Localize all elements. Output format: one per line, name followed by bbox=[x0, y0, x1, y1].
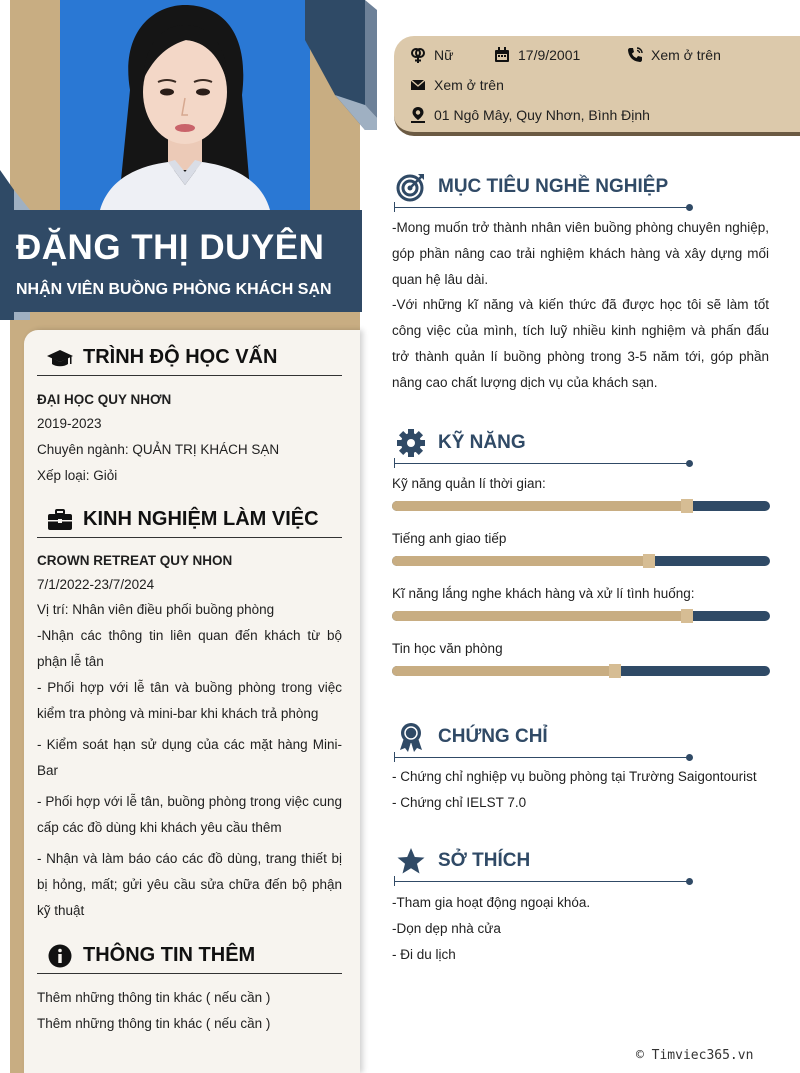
hobby-item: -Dọn dẹp nhà cửa bbox=[392, 921, 501, 936]
section-divider-dot bbox=[686, 460, 693, 467]
experience-position: Vị trí: Nhân viên điều phối buồng phòng bbox=[37, 602, 275, 617]
experience-duty: - Phối hợp với lễ tân và buồng phòng trong việc kiểm tra phòng và mini-bar khi khách trả phòng bbox=[37, 680, 342, 721]
skill-bar-fill bbox=[392, 556, 649, 566]
education-rank: Xếp loại: Giỏi bbox=[37, 468, 118, 483]
briefcase-icon bbox=[47, 508, 73, 532]
skill-label: Kỹ năng quản lí thời gian: bbox=[392, 476, 546, 491]
certificates-title: CHỨNG CHỈ bbox=[438, 726, 548, 747]
education-section-header bbox=[37, 340, 342, 376]
gender-icon bbox=[410, 47, 426, 63]
section-divider-dot bbox=[686, 754, 693, 761]
envelope-icon bbox=[410, 77, 426, 93]
section-divider bbox=[394, 881, 690, 882]
section-divider bbox=[394, 207, 690, 208]
phone-icon bbox=[627, 47, 643, 63]
candidate-name: ĐẶNG THỊ DUYÊN bbox=[16, 228, 325, 267]
hobby-item: - Đi du lịch bbox=[392, 947, 456, 962]
education-title: TRÌNH ĐỘ HỌC VẤN bbox=[83, 346, 278, 368]
skills-section-header bbox=[394, 424, 694, 464]
graduation-cap-icon bbox=[47, 346, 73, 370]
education-years: 2019-2023 bbox=[37, 416, 102, 431]
skill-bar-marker bbox=[681, 609, 693, 623]
experience-period: 7/1/2022-23/7/2024 bbox=[37, 577, 155, 592]
objective-paragraph: -Với những kĩ năng và kiến thức đã được học tôi sẽ làm tốt công việc của mình, tích luỹ nhiều kinh nghiệm và phấn đấu trở thành quản lí buồng phòng trong 3-5 năm tới, góp phần nâng cao chất lượng dịch vụ của khách sạn. bbox=[392, 297, 769, 390]
skill-bar-fill bbox=[392, 666, 615, 676]
location-pin-icon bbox=[410, 107, 426, 123]
profile-photo bbox=[60, 0, 310, 210]
section-divider-tick bbox=[394, 458, 395, 468]
experience-section-header bbox=[37, 502, 342, 538]
objective-section-header bbox=[394, 168, 694, 208]
section-divider-dot bbox=[686, 878, 693, 885]
extra-info-line: Thêm những thông tin khác ( nếu cần ) bbox=[37, 1016, 271, 1031]
skill-bar bbox=[392, 611, 770, 621]
experience-title: KINH NGHIỆM LÀM VIỆC bbox=[83, 508, 319, 530]
info-icon bbox=[47, 944, 73, 968]
skill-bar-fill bbox=[392, 611, 687, 621]
extra-info-title: THÔNG TIN THÊM bbox=[83, 944, 256, 966]
ribbon-decoration-right bbox=[305, 0, 377, 130]
skill-label: Tin học văn phòng bbox=[392, 641, 503, 656]
skill-bar-marker bbox=[681, 499, 693, 513]
award-ribbon-icon bbox=[396, 722, 426, 752]
contact-gender-value: Nữ bbox=[434, 47, 454, 63]
target-icon bbox=[396, 172, 426, 202]
experience-duty: -Nhận các thông tin liên quan đến khách từ bộ phận lễ tân bbox=[37, 628, 342, 669]
education-school: ĐẠI HỌC QUY NHƠN bbox=[37, 392, 172, 407]
certificates-section-header bbox=[394, 718, 694, 758]
star-icon bbox=[396, 846, 426, 876]
extra-info-line: Thêm những thông tin khác ( nếu cần ) bbox=[37, 990, 271, 1005]
contact-address-value: 01 Ngô Mây, Quy Nhơn, Bình Định bbox=[434, 107, 650, 123]
skill-label: Tiếng anh giao tiếp bbox=[392, 531, 507, 546]
education-major: Chuyên ngành: QUẢN TRỊ KHÁCH SẠN bbox=[37, 442, 280, 457]
skill-label: Kĩ năng lắng nghe khách hàng và xử lí tình huống: bbox=[392, 586, 695, 601]
certificate-item: - Chứng chỉ IELST 7.0 bbox=[392, 795, 527, 810]
gear-icon bbox=[396, 428, 426, 458]
skill-bar bbox=[392, 556, 770, 566]
experience-duty: - Phối hợp với lễ tân, buồng phòng trong việc cung cấp các đồ dùng khi khách yêu cầu thêm bbox=[37, 794, 342, 835]
hobby-item: -Tham gia hoạt động ngoại khóa. bbox=[392, 895, 591, 910]
section-divider bbox=[394, 757, 690, 758]
experience-company: CROWN RETREAT QUY NHON bbox=[37, 553, 233, 568]
skill-bar bbox=[392, 501, 770, 511]
hobbies-section-header bbox=[394, 842, 694, 882]
footer-credit: © Timviec365.vn bbox=[636, 1048, 754, 1063]
job-title: NHẬN VIÊN BUỒNG PHÒNG KHÁCH SẠN bbox=[16, 281, 332, 298]
section-divider-dot bbox=[686, 204, 693, 211]
contact-phone-value: Xem ở trên bbox=[651, 47, 721, 63]
experience-duty: - Kiểm soát hạn sử dụng của các mặt hàng Mini-Bar bbox=[37, 737, 342, 778]
contact-email-value: Xem ở trên bbox=[434, 77, 504, 93]
extra-info-section-header bbox=[37, 938, 342, 974]
skills-title: KỸ NĂNG bbox=[438, 432, 526, 453]
certificate-item: - Chứng chỉ nghiệp vụ buồng phòng tại Trường Saigontourist bbox=[392, 769, 757, 784]
section-divider-tick bbox=[394, 202, 395, 212]
objective-title: MỤC TIÊU NGHỀ NGHIỆP bbox=[438, 176, 669, 197]
section-divider bbox=[394, 463, 690, 464]
skill-bar-fill bbox=[392, 501, 687, 511]
section-divider-tick bbox=[394, 876, 395, 886]
skill-bar-marker bbox=[643, 554, 655, 568]
experience-duty: - Nhận và làm báo cáo các đồ dùng, trang thiết bị bị hỏng, mất; gửi yêu cầu sửa chữa đến bộ phận kỹ thuật bbox=[37, 851, 342, 918]
hobbies-title: SỞ THÍCH bbox=[438, 850, 531, 871]
objective-paragraph: -Mong muốn trở thành nhân viên buồng phòng chuyên nghiệp, góp phần nâng cao trải nghiệm khách hàng và xây dựng mối quan hệ lâu dài. bbox=[392, 220, 769, 287]
skill-bar bbox=[392, 666, 770, 676]
calendar-icon bbox=[494, 47, 510, 63]
section-divider-tick bbox=[394, 752, 395, 762]
contact-birthday-value: 17/9/2001 bbox=[518, 47, 581, 63]
skill-bar-marker bbox=[609, 664, 621, 678]
